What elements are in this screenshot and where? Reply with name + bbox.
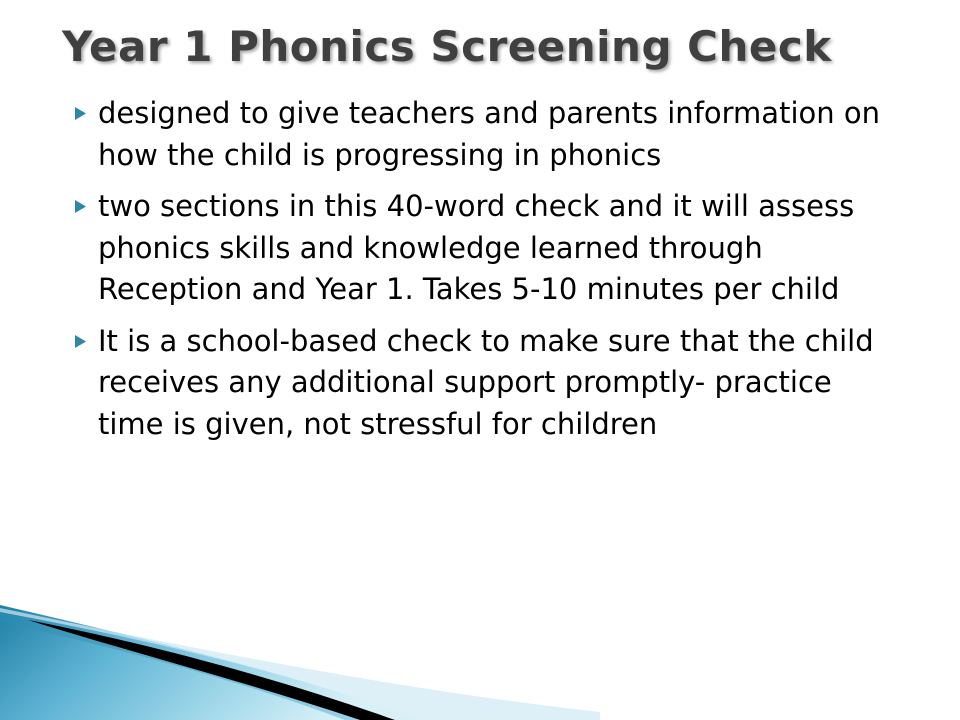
- bullet-text: designed to give teachers and parents information on how the child is progressing in phonics: [98, 96, 880, 172]
- bullet-text: two sections in this 40-word check and it will assess phonics skills and knowledge learned through Reception and Year 1. Takes 5-10 minutes per child: [98, 189, 855, 306]
- bullet-text: It is a school-based check to make sure that the child receives any additional support promptly- practice time is given, not stressful for children: [98, 323, 874, 441]
- slide-title: Year 1 Phonics Screening Check: [62, 22, 832, 71]
